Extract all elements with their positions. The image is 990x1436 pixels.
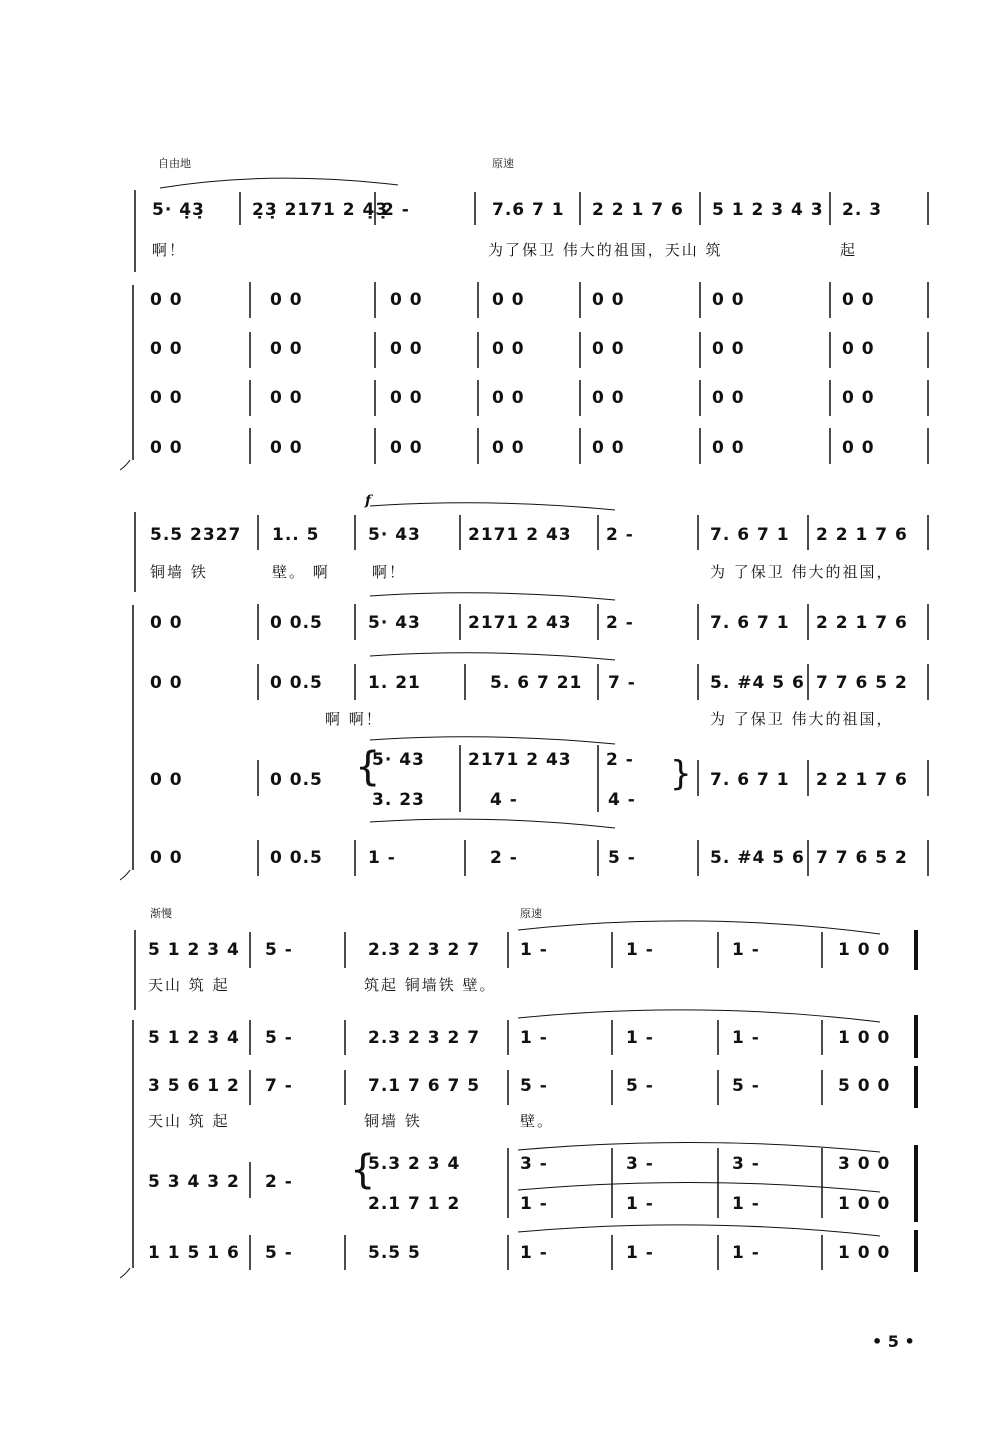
notes-measure: 0 0: [150, 613, 183, 633]
notes-measure: 5 0 0: [838, 1076, 891, 1096]
notes-measure: 0 0: [712, 438, 745, 458]
notes-measure: 0 0: [150, 673, 183, 693]
brace-open: {: [350, 1147, 376, 1193]
dynamic-marking: f: [365, 493, 372, 509]
notes-measure: 2 -: [490, 848, 518, 868]
notes-measure: 5· 4̣3̣: [152, 200, 205, 220]
notes-measure: 1 -: [626, 1194, 654, 1214]
notes-measure: 0 0: [842, 339, 875, 359]
notes-measure: 2 -: [265, 1172, 293, 1192]
notes-measure: 1 -: [626, 1243, 654, 1263]
notes-measure: 0 0: [592, 339, 625, 359]
notes-measure: 3 -: [520, 1154, 548, 1174]
notes-measure: 0 0: [712, 290, 745, 310]
lyrics-line: 啊 啊！: [325, 710, 383, 728]
lyrics-line: 天山 筑 起: [148, 1112, 230, 1130]
notes-measure: 2 -: [606, 750, 634, 770]
notes-measure: 5 1 2 3 4: [148, 940, 240, 960]
notes-measure: 0 0: [150, 290, 183, 310]
notes-measure: 5 -: [265, 1028, 293, 1048]
notes-measure: 0 0: [390, 290, 423, 310]
notes-measure: 3 5 6 1 2: [148, 1076, 240, 1096]
notes-measure: 0 0: [492, 339, 525, 359]
notes-measure: 7.6 7 1: [492, 200, 565, 220]
notes-measure: 1 -: [626, 1028, 654, 1048]
notes-measure: 5 1 2 3 4 3: [712, 200, 824, 220]
notes-measure: 0 0: [270, 388, 303, 408]
direction-text: 渐慢: [150, 907, 172, 920]
notes-measure: 0 0: [150, 438, 183, 458]
notes-measure: 0 0: [390, 438, 423, 458]
notes-measure: 7 7 6 5 2: [816, 673, 908, 693]
notes-measure: 5 -: [520, 1076, 548, 1096]
notes-measure: 0 0: [712, 339, 745, 359]
notes-measure: 1 0 0: [838, 1028, 891, 1048]
notes-measure: 2̣3̣ 2171 2 4̣3̣: [252, 200, 389, 220]
lyrics-line: 为 了保卫 伟大的祖国，: [710, 563, 894, 581]
notes-measure: 1 -: [520, 1243, 548, 1263]
notes-measure: 2171 2 43: [468, 525, 572, 545]
notes-measure: 5 -: [265, 940, 293, 960]
lyrics-line: 壁。 啊: [272, 563, 330, 581]
notes-measure: 7. 6 7 1: [710, 525, 790, 545]
notes-measure: 7 7 6 5 2: [816, 848, 908, 868]
notes-measure: 5. #4 5 6: [710, 673, 805, 693]
direction-text: 原速: [492, 157, 514, 170]
notes-measure: 0 0.5: [270, 848, 323, 868]
notes-measure: 1 -: [520, 940, 548, 960]
notes-measure: 0 0.5: [270, 613, 323, 633]
notes-measure: 0 0: [842, 388, 875, 408]
notes-measure: 0 0.5: [270, 770, 323, 790]
notes-measure: 2. 3: [842, 200, 883, 220]
notes-measure: 1 1 5 1 6: [148, 1243, 240, 1263]
notes-measure: 2 -: [606, 525, 634, 545]
notes-measure: 2.3 2 3 2 7: [368, 1028, 481, 1048]
lyrics-line: 啊！: [372, 563, 407, 581]
notes-measure: 0 0: [712, 388, 745, 408]
notes-measure: 5· 43: [368, 613, 421, 633]
lyrics-line: 为 了保卫 伟大的祖国，: [710, 710, 894, 728]
notes-measure: 0 0: [150, 848, 183, 868]
notes-measure: 5 -: [732, 1076, 760, 1096]
notes-measure: 2 -: [606, 613, 634, 633]
notes-measure: 1 0 0: [838, 1194, 891, 1214]
notes-measure: 0 0: [492, 388, 525, 408]
notes-measure: 2.3 2 3 2 7: [368, 940, 481, 960]
notes-measure: 5. #4 5 6: [710, 848, 805, 868]
lyrics-line: 壁。: [520, 1112, 555, 1130]
notes-measure: 7 -: [265, 1076, 293, 1096]
notes-measure: 5· 43: [368, 525, 421, 545]
notes-measure: 0 0.5: [270, 673, 323, 693]
notes-measure: 5 -: [265, 1243, 293, 1263]
notes-measure: 0 0: [270, 438, 303, 458]
notes-measure: 0 0: [150, 388, 183, 408]
notes-measure: 1 -: [732, 1243, 760, 1263]
lyrics-line: 铜墙 铁: [364, 1112, 422, 1130]
notes-measure: 0 0: [150, 770, 183, 790]
notes-measure: 7. 6 7 1: [710, 613, 790, 633]
notes-measure: 7 -: [608, 673, 636, 693]
notes-measure: 1 -: [368, 848, 396, 868]
page-number: • 5 •: [872, 1332, 915, 1351]
lyrics-line: 起: [840, 241, 858, 259]
notes-measure: 4 -: [608, 790, 636, 810]
notes-measure: 7. 6 7 1: [710, 770, 790, 790]
notes-measure: 3 0 0: [838, 1154, 891, 1174]
notes-measure: 0 0: [270, 339, 303, 359]
direction-text: 原速: [520, 907, 542, 920]
notes-measure: 4 -: [490, 790, 518, 810]
notes-measure: 3. 23: [372, 790, 425, 810]
notes-measure: 0 0: [390, 339, 423, 359]
notes-measure: 1 -: [626, 940, 654, 960]
notes-measure: 0 0: [592, 290, 625, 310]
notes-measure: 0 0: [842, 290, 875, 310]
notes-measure: 3 -: [732, 1154, 760, 1174]
lyrics-line: 为了保卫 伟大的祖国，天山 筑: [488, 241, 723, 259]
notes-measure: 0 0: [150, 339, 183, 359]
notes-measure: 5.5 2327: [150, 525, 242, 545]
notes-measure: 2171 2 43: [468, 750, 572, 770]
notes-measure: 5· 43: [372, 750, 425, 770]
notes-measure: 5.3 2 3 4: [368, 1154, 461, 1174]
notes-measure: 2 2 1 7 6: [816, 770, 908, 790]
notes-measure: 1.. 5: [272, 525, 320, 545]
notes-measure: 1. 21: [368, 673, 421, 693]
brace-open: {: [355, 744, 381, 790]
notes-measure: 3 -: [626, 1154, 654, 1174]
notes-measure: 2 2 1 7 6: [816, 613, 908, 633]
brace-close: }: [670, 754, 692, 794]
notes-measure: 5 3 4 3 2: [148, 1172, 240, 1192]
notes-measure: 0 0: [492, 438, 525, 458]
notes-measure: 0 0: [592, 388, 625, 408]
notes-measure: 5. 6 7 21: [490, 673, 583, 693]
notes-measure: 5 1 2 3 4: [148, 1028, 240, 1048]
notes-measure: 7.1 7 6 7 5: [368, 1076, 481, 1096]
notes-measure: 0 0: [492, 290, 525, 310]
notes-measure: 5.5 5: [368, 1243, 421, 1263]
notes-measure: 1 0 0: [838, 940, 891, 960]
notes-measure: 2171 2 43: [468, 613, 572, 633]
lyrics-line: 铜墙 铁: [150, 563, 208, 581]
lyrics-line: 啊！: [152, 241, 187, 259]
lyrics-line: 筑起 铜墙铁 壁。: [364, 976, 497, 994]
notes-measure: 1 -: [732, 1028, 760, 1048]
lyrics-line: 天山 筑 起: [148, 976, 230, 994]
notes-measure: 1 0 0: [838, 1243, 891, 1263]
direction-text: 自由地: [158, 157, 191, 170]
notes-measure: 1 -: [520, 1028, 548, 1048]
notes-measure: 0 0: [270, 290, 303, 310]
notes-measure: 0 0: [390, 388, 423, 408]
notes-measure: 0 0: [842, 438, 875, 458]
notes-measure: 2 2 1 7 6: [592, 200, 684, 220]
notes-measure: 5 -: [608, 848, 636, 868]
notes-measure: 0 0: [592, 438, 625, 458]
notes-measure: 1 -: [732, 1194, 760, 1214]
notes-measure: 2.1 7 1 2: [368, 1194, 461, 1214]
notes-measure: 2 -: [382, 200, 410, 220]
notes-measure: 1 -: [732, 940, 760, 960]
notes-measure: 5 -: [626, 1076, 654, 1096]
notes-measure: 2 2 1 7 6: [816, 525, 908, 545]
notes-measure: 1 -: [520, 1194, 548, 1214]
